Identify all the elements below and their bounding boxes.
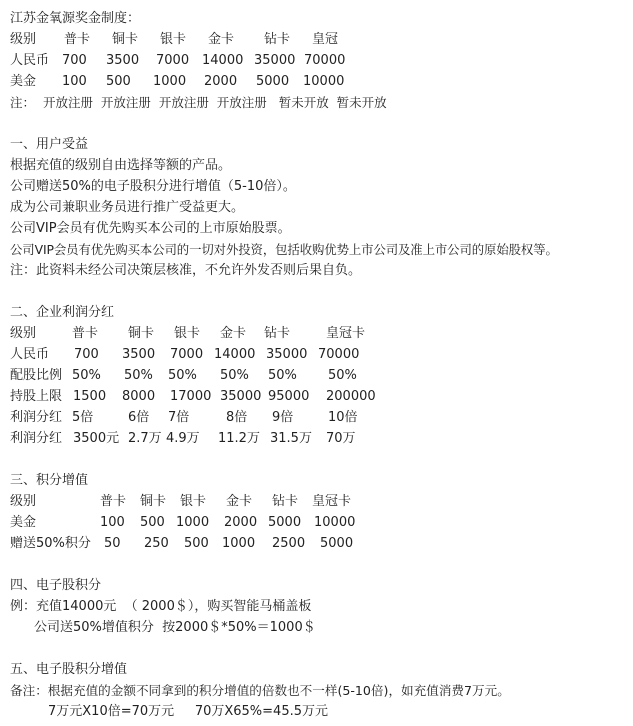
row-label: 持股上限 [10,389,63,404]
paragraph-line: 成为公司兼职业务员进行推广受益更大。 [10,200,245,215]
cell: 500 [184,536,209,551]
section-title: 四、电子股积分 [10,578,102,593]
cell: 500 [140,515,165,530]
tier-zuan: 钻卡 [264,326,291,341]
disclaimer-note: 注：此资料未经公司决策层核准，不允许外发否则后果自负。 [10,263,362,278]
tier-jin: 金卡 [226,494,253,509]
cell: 50% [124,368,153,383]
cell: 10倍 [328,410,358,425]
cell: 14000 [214,347,256,362]
tier-yin: 银卡 [160,32,187,47]
row-label: 配股比例 [10,368,63,383]
cell: 8倍 [226,410,248,425]
cell: 5000 [256,74,290,89]
cell: 8000 [122,389,156,404]
cell: 9倍 [272,410,294,425]
level-label: 级别 [10,326,37,341]
section-title: 五、电子股积分增值 [10,662,128,677]
cell: 1500 [73,389,107,404]
tier-tong: 铜卡 [140,494,167,509]
cell: 3500元 [73,431,120,446]
cell: 4.9万 [166,431,200,446]
cell: 50 [104,536,121,551]
section-title: 二、企业利润分红 [10,305,115,320]
row-label: 人民币 [10,53,50,68]
tier-tong: 铜卡 [112,32,139,47]
row-label: 利润分红 [10,410,63,425]
example-line: 公司送50%增值积分 按2000＄*50%＝1000＄ [34,620,316,635]
cell: 500 [106,74,131,89]
cell: 50% [220,368,249,383]
cell: 14000 [202,53,244,68]
cell: 2000 [224,515,258,530]
tier-huangguan: 皇冠 [312,32,339,47]
tier-zuan: 钻卡 [264,32,291,47]
paragraph-line: 公司VIP会员有优先购买本公司的上市原始股票。 [10,221,291,236]
cell: 7000 [170,347,204,362]
cell: 70000 [318,347,360,362]
cell: 7000 [156,53,190,68]
cell: 50% [328,368,357,383]
section-title: 三、积分增值 [10,473,89,488]
cell: 200000 [326,389,376,404]
cell: 35000 [266,347,308,362]
cell: 2500 [272,536,306,551]
cell: 35000 [220,389,262,404]
document-title: 江苏金氧源奖金制度： [10,11,141,26]
cell: 50% [72,368,101,383]
cell: 6倍 [128,410,150,425]
cell: 17000 [170,389,212,404]
tier-jin: 金卡 [220,326,247,341]
cell: 5000 [320,536,354,551]
cell: 70000 [304,53,346,68]
cell: 3500 [122,347,156,362]
cell: 31.5万 [270,431,312,446]
tier-yin: 银卡 [180,494,207,509]
paragraph-line: 公司赠送50%的电子股积分进行增值（5-10倍）。 [10,179,296,194]
section-title: 一、用户受益 [10,137,89,152]
level-label: 级别 [10,32,37,47]
row-label: 美金 [10,74,37,89]
cell: 5倍 [72,410,94,425]
cell: 100 [100,515,125,530]
cell: 250 [144,536,169,551]
tier-pu: 普卡 [72,326,99,341]
paragraph-line: 根据充值的级别自由选择等额的产品。 [10,158,232,173]
cell: 100 [62,74,87,89]
cell: 700 [62,53,87,68]
cell: 35000 [254,53,296,68]
cell: 1000 [153,74,187,89]
cell: 1000 [176,515,210,530]
row-label: 人民币 [10,347,50,362]
tier-pu: 普卡 [100,494,127,509]
cell: 1000 [222,536,256,551]
tier-tong: 铜卡 [128,326,155,341]
level-label: 级别 [10,494,37,509]
cell: 10000 [314,515,356,530]
cell: 50% [268,368,297,383]
row-label: 美金 [10,515,37,530]
tier-huangguan: 皇冠卡 [326,326,366,341]
cell: 5000 [268,515,302,530]
tier-pu: 普卡 [64,32,91,47]
cell: 3500 [106,53,140,68]
cell: 700 [74,347,99,362]
registration-note: 注： 开放注册 开放注册 开放注册 开放注册 暂未开放 暂未开放 [10,95,387,110]
cell: 10000 [303,74,345,89]
tier-zuan: 钻卡 [272,494,299,509]
tier-huangguan: 皇冠卡 [312,494,352,509]
cell: 95000 [268,389,310,404]
cell: 11.2万 [218,431,260,446]
cell: 50% [168,368,197,383]
paragraph-line: 公司VIP会员有优先购买本公司的一切对外投资，包括收购优势上市公司及准上市公司的原始股权等。 [10,242,558,257]
cell: 2.7万 [128,431,162,446]
cell: 7倍 [168,410,190,425]
cell: 2000 [204,74,238,89]
calculation-line: 7万元X10倍=70万元 70万X65%=45.5万元 [48,704,328,719]
row-label: 赠送50%积分 [10,536,91,551]
tier-jin: 金卡 [208,32,235,47]
remark-line: 备注：根据充值的金额不同拿到的积分增值的倍数也不一样(5-10倍)，如充值消费7万元。 [10,683,510,698]
tier-yin: 银卡 [174,326,201,341]
row-label: 利润分红 [10,431,63,446]
cell: 70万 [326,431,356,446]
example-line: 例：充值14000元 （ 2000＄），购买智能马桶盖板 [10,599,312,614]
